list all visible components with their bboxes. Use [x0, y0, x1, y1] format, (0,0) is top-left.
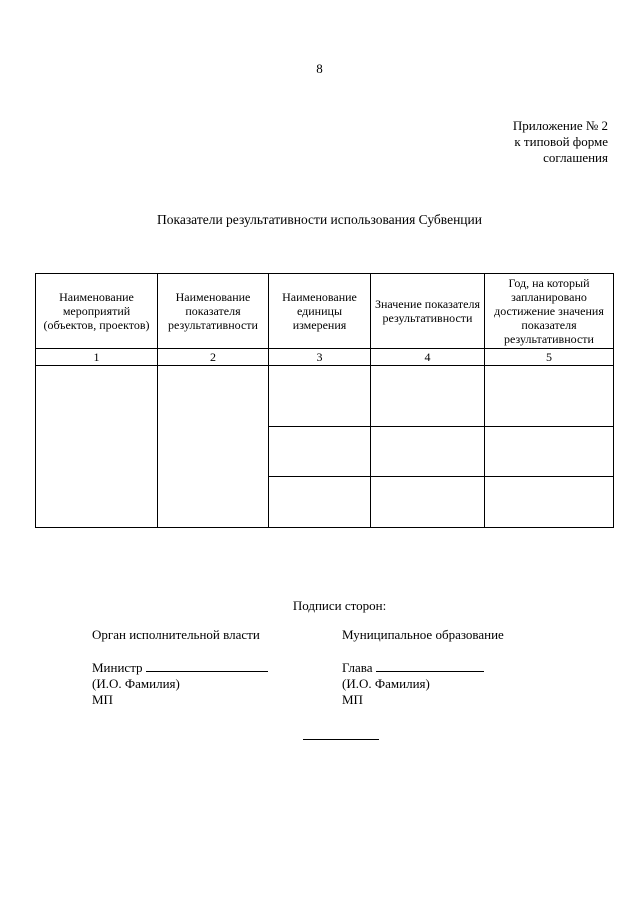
party-name: Муниципальное образование	[342, 627, 504, 642]
value-cell[interactable]	[371, 427, 485, 477]
value-cell[interactable]	[371, 477, 485, 528]
indicators-table	[35, 273, 614, 528]
year-cell[interactable]	[485, 477, 614, 528]
header-cell-indicator: Наименование показателя результативности	[158, 274, 269, 349]
year-cell[interactable]	[485, 366, 614, 427]
column-number-cell: 4	[371, 349, 485, 366]
header-cell-year: Год, на который запланировано достижение значения показателя результативности	[485, 274, 614, 349]
column-number-cell: 5	[485, 349, 614, 366]
header-cell-activities: Наименование мероприятий (объектов, проектов)	[36, 274, 158, 349]
signature-line	[342, 659, 504, 676]
signatures-title: Подписи сторон:	[292, 598, 387, 613]
header-cell-value: Значение показателя результативности	[371, 274, 485, 349]
column-number-cell: 3	[269, 349, 371, 366]
document-title: Показатели результативности использования Субвенции	[157, 212, 482, 227]
table-header-row	[36, 274, 614, 349]
year-cell[interactable]	[485, 427, 614, 477]
name-placeholder: (И.О. Фамилия)	[92, 676, 180, 691]
indicator-cell[interactable]	[158, 366, 269, 528]
unit-cell[interactable]	[269, 477, 371, 528]
unit-cell[interactable]	[269, 427, 371, 477]
appendix-line-2: к типовой форме	[514, 134, 608, 149]
seal-label: МП	[92, 692, 113, 707]
signature-field[interactable]	[146, 659, 268, 672]
end-divider	[303, 739, 379, 740]
signature-line	[92, 659, 268, 676]
header-cell-unit: Наименование единицы измерения	[269, 274, 371, 349]
unit-cell[interactable]	[269, 366, 371, 427]
column-number-cell: 2	[158, 349, 269, 366]
name-placeholder: (И.О. Фамилия)	[342, 676, 430, 691]
value-cell[interactable]	[371, 366, 485, 427]
position-label: Министр	[92, 660, 143, 675]
signature-field[interactable]	[376, 659, 484, 672]
signature-block-municipality	[342, 627, 504, 708]
column-number-cell: 1	[36, 349, 158, 366]
appendix-line-3: соглашения	[543, 150, 608, 165]
party-name: Орган исполнительной власти	[92, 627, 260, 642]
seal-label: МП	[342, 692, 363, 707]
signature-block-executive	[92, 627, 268, 708]
position-label: Глава	[342, 660, 373, 675]
page-number: 8	[316, 61, 323, 76]
activity-cell[interactable]	[36, 366, 158, 528]
column-number-row	[36, 349, 614, 366]
appendix-line-1: Приложение № 2	[512, 118, 608, 133]
appendix-note	[513, 118, 608, 166]
table-row	[36, 366, 614, 427]
